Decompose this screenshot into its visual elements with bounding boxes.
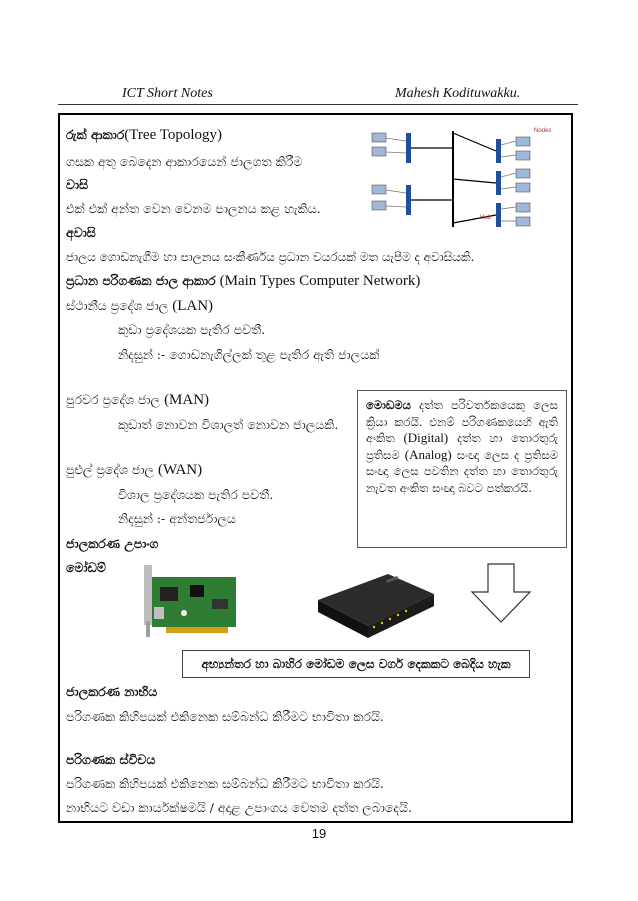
tree-topology-desc: ගසක අතු බෙදෙන ආකාරයෙන් ජාලගත කිරීම	[66, 154, 303, 169]
tree-topology-heading: රුක් ආකාර(Tree Topology)	[66, 127, 222, 143]
switch-desc: පරිගණක කිහිපයක් එකිනෙක සම්බන්ධ කිරීමට භාවිතා කරයි.	[66, 776, 384, 791]
hub-heading: ජාලකරණ නාභිය	[66, 684, 158, 699]
disadvantages-text: ජාලය ගොඩනැගීම හා පාලනය සංකීර්ණය ප්‍රධාන වයරයක් මත යැපීම ද අවාසියකි.	[66, 250, 475, 264]
page-number: 19	[311, 826, 327, 841]
disadvantages-heading: අවාසි	[66, 225, 96, 240]
modem-heading: මෝඩම්	[66, 560, 106, 575]
header-left: ICT Short Notes	[122, 86, 213, 101]
hub-desc: පරිගණක කිහිපයක් එකිනෙක සම්බන්ධ කිරීමට භාවිතා කරයි.	[66, 709, 384, 724]
switch-heading: පරිගණක ස්විචය	[66, 752, 156, 767]
down-arrow-icon	[468, 562, 534, 624]
internal-modem-card-image	[142, 563, 240, 645]
tree-topology-diagram	[368, 123, 564, 235]
wan-example: නිදසුන් :- අන්තර්ජාලය	[118, 511, 236, 526]
man-heading: පුරවර ප්‍රදේශ ජාල (MAN)	[66, 392, 210, 408]
header-right: Mahesh Kodituwakku.	[395, 86, 521, 101]
wan-heading: පුළුල් ප්‍රදේශ ජාල (WAN)	[66, 462, 203, 478]
switch-desc-2: නාභියට වඩා කාර්යක්ෂමයි / අදාළ උපාංගය වෙතම දත්ත ලබාදෙයි.	[66, 800, 412, 815]
network-types-heading: ප්‍රධාන පරිගණක ජාල ආකාර (Main Types Computer Network)	[66, 273, 421, 289]
advantages-heading: වාසි	[66, 177, 89, 192]
wan-desc: විශාල ප්‍රදේශයක පැතිර පවතී.	[118, 487, 274, 502]
hub-label: Hub	[480, 215, 492, 221]
header-divider	[58, 104, 578, 105]
modem-info-box	[357, 390, 567, 548]
advantages-text: එක් එක් අන්ත වෙන වෙනම පාලනය කළ හැකිය.	[66, 201, 321, 216]
lan-desc: කුඩා ප්‍රදේශයක පැතිර පවතී.	[118, 322, 266, 337]
nodes-label: Nodes	[534, 128, 552, 134]
lan-example: නිදසුන් :- ගොඩනැගිල්ලක් තුළ පැතිර ඇති ජාලයක්	[118, 347, 380, 362]
lan-heading: ස්ථානීය ප්‍රදේශ ජාල (LAN)	[66, 298, 214, 314]
man-desc: කුඩාත් නොවන විශාලත් නොවන ජාලයකි.	[118, 417, 339, 432]
external-modem-image	[314, 566, 438, 644]
modem-types-callout: අභ්‍යන්තර හා බාහිර මෝඩම ලෙස වර්ග දෙකකට බෙදිය හැක	[182, 650, 530, 678]
network-devices-heading: ජාලකරණ උපාංග	[66, 536, 159, 551]
modem-info-text: මොඩමය දත්ත පරිවර්තකයෙකු ලෙස ක්‍රියා කරයි. එනම් පරිගණකයෙහි ඇති අංකිත (Digital) දත්ත හා තොරතුරු ප්‍රතිසම (Analog) සංඥා ලෙස ද ප්‍රතිසම සංඥා ලෙස පවතින දත්ත හා තොරතුරු නැවත අංකිත සංඥා බවට පත්කරයි.	[366, 398, 558, 495]
